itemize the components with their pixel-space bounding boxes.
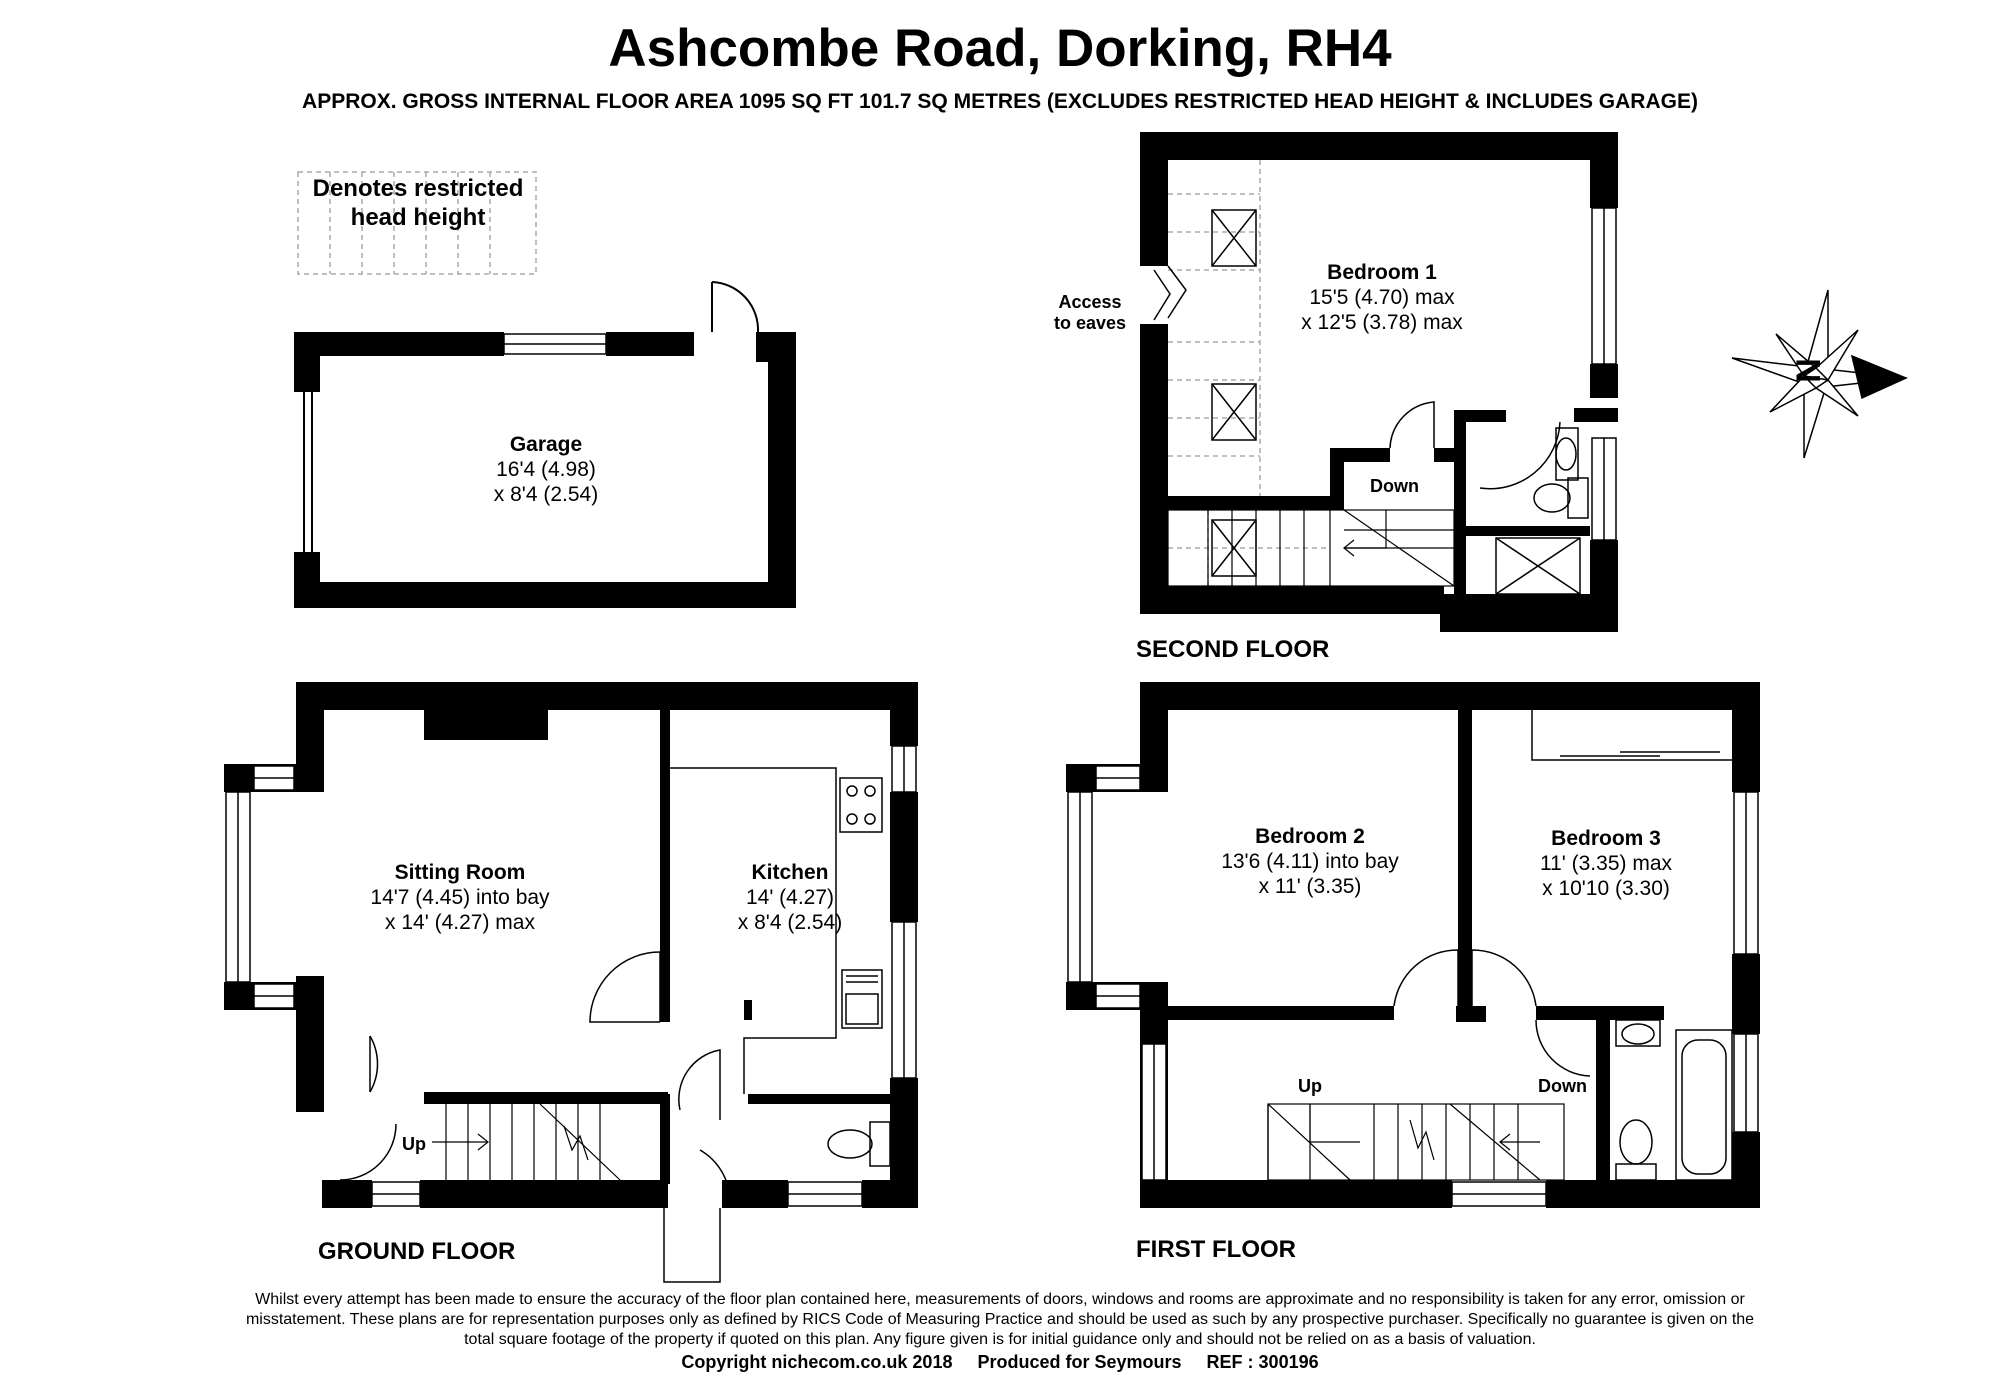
second-floor-bathroom (1496, 428, 1588, 594)
stair-down-label-first-floor: Down (1538, 1076, 1587, 1096)
stair-up-label-first-floor: Up (1298, 1076, 1322, 1096)
room-name: Bedroom 1 (1327, 261, 1437, 284)
ground-floor-stairs (432, 1104, 620, 1180)
second-floor-stairs (1168, 510, 1454, 586)
eaves-access-doors (1154, 266, 1186, 320)
eaves-access-label (1054, 292, 1126, 334)
room-dimension-2: x 8'4 (2.54) (737, 911, 843, 934)
room-label-bedroom-1 (1272, 260, 1492, 335)
room-label-sitting-room (340, 860, 580, 935)
room-dimension-1: 13'6 (4.11) into bay (1221, 850, 1399, 873)
first-floor-stairs (1268, 1104, 1564, 1182)
ground-floor-wc (828, 1122, 890, 1166)
room-label-bedroom-2 (1180, 824, 1440, 899)
room-dimension-2: x 12'5 (3.78) max (1301, 311, 1463, 334)
room-name: Bedroom 3 (1551, 827, 1661, 850)
compass-north-letter: N (1789, 358, 1828, 383)
room-label-garage (446, 432, 646, 507)
room-name: Bedroom 2 (1255, 825, 1365, 848)
room-dimension-2: x 10'10 (3.30) (1542, 877, 1670, 900)
garage-window (504, 334, 606, 354)
room-name: Garage (509, 433, 583, 456)
reference-number: REF : 300196 (1206, 1352, 1319, 1372)
stair-up-label-ground-floor: Up (402, 1134, 426, 1154)
room-dimension-1: 16'4 (4.98) (496, 458, 596, 481)
floor-label-second: SECOND FLOOR (1136, 636, 1330, 663)
access-line-1: Access (1058, 292, 1122, 312)
garage-door-side (304, 282, 758, 552)
room-label-kitchen (690, 860, 890, 935)
plan-title: Ashcombe Road, Dorking, RH4 (608, 19, 1392, 78)
room-dimension-1: 11' (3.35) max (1539, 852, 1672, 875)
floor-area-subtitle: APPROX. GROSS INTERNAL FLOOR AREA 1095 SQ FT 101.7 SQ METRES (EXCLUDES RESTRICTED HEAD HEIGHT & INCLUDES GARAGE) (302, 90, 1698, 113)
access-line-2: to eaves (1054, 313, 1127, 333)
room-dimension-2: x 11' (3.35) (1258, 875, 1362, 898)
copyright-text: Copyright nichecom.co.uk 2018 (681, 1352, 953, 1372)
room-name: Kitchen (751, 861, 829, 884)
room-dimension-2: x 14' (4.27) max (385, 911, 535, 934)
ground-floor-doors (340, 952, 730, 1282)
restricted-height-legend-label (298, 174, 538, 232)
footer-credits (0, 1353, 2000, 1371)
floor-label-ground: GROUND FLOOR (318, 1238, 516, 1265)
first-floor-wardrobe (1532, 710, 1732, 760)
legend-line-1: Denotes restricted (312, 175, 524, 202)
ground-floor-windows (226, 746, 916, 1206)
stair-down-label-second-floor: Down (1370, 476, 1419, 496)
floor-label-first: FIRST FLOOR (1136, 1236, 1296, 1263)
room-dimension-1: 15'5 (4.70) max (1309, 286, 1455, 309)
disclaimer-text: Whilst every attempt has been made to ensure the accuracy of the floor plan contained here, measurements of doors, windows and rooms are approximate and no responsibility is taken for any error, omission or misstatement. These plans are for representation purposes only as defined by RICS Code of Measuring Practice and should be used as such by any prospective purchaser. Specifically no guarantee is given on the total square footage of the property if quoted on this plan. Any figure given is for initial guidance only and should not be relied on as a basis of valuation. (245, 1291, 1755, 1348)
room-name: Sitting Room (394, 861, 526, 884)
room-dimension-1: 14' (4.27) (745, 886, 835, 909)
produced-for-text: Produced for Seymours (977, 1352, 1182, 1372)
room-dimension-1: 14'7 (4.45) into bay (370, 886, 550, 909)
second-floor-skylights (1212, 210, 1256, 576)
legend-line-2: head height (350, 204, 486, 231)
room-dimension-2: x 8'4 (2.54) (493, 483, 599, 506)
room-label-bedroom-3 (1496, 826, 1716, 901)
first-floor-bathroom (1616, 1020, 1732, 1180)
second-floor-restricted-height (1168, 160, 1330, 586)
ground-floor-walls (224, 682, 918, 1208)
